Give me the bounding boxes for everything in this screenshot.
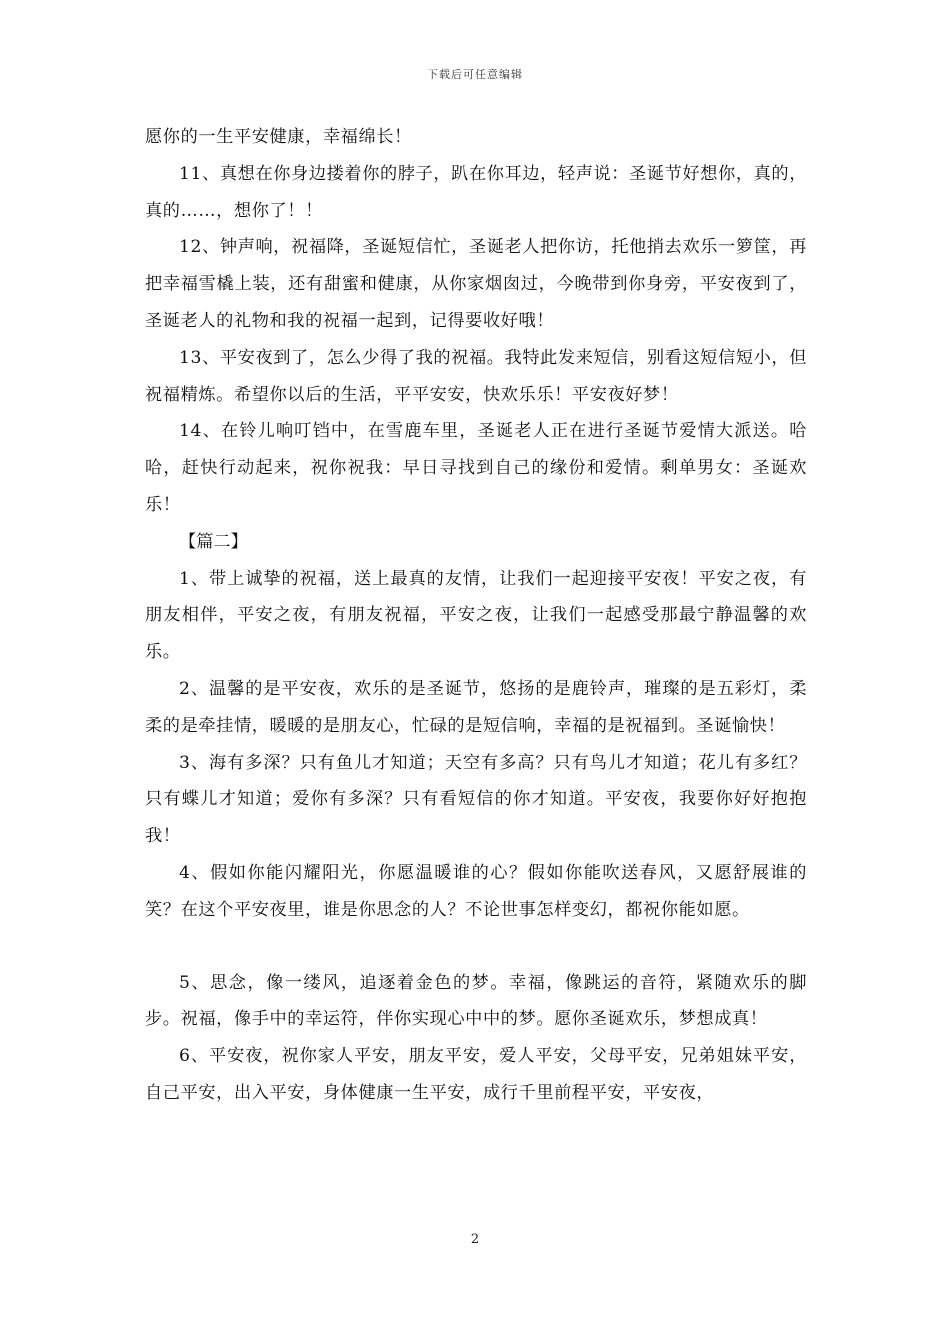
paragraph-item-14: 14、在铃儿响叮铛中，在雪鹿车里，圣诞老人正在进行圣诞节爱情大派送。哈哈，赶快行动起来，祝你祝我：早日寻找到自己的缘份和爱情。剩单男女：圣诞欢乐！: [145, 421, 807, 515]
section-paragraph-5: 5、思念，像一缕风，追逐着金色的梦。幸福，像跳运的音符，紧随欢乐的脚步。祝福，像手中的幸运符，伴你实现心中中的梦。愿你圣诞欢乐，梦想成真！: [145, 972, 807, 1030]
section-paragraph-1: 1、带上诚挚的祝福，送上最真的友情，让我们一起迎接平安夜！平安之夜，有朋友相伴，平安之夜，有朋友祝福，平安之夜，让我们一起感受那最宁静温馨的欢乐。: [145, 568, 807, 663]
paragraph-item-13: 13、平安夜到了，怎么少得了我的祝福。我特此发来短信，别看这短信短小，但祝福精炼。希望你以后的生活，平平安安，快欢乐乐！平安夜好梦！: [145, 347, 807, 405]
document-body: [145, 119, 807, 1112]
section-paragraph-2: 2、温馨的是平安夜，欢乐的是圣诞节，悠扬的是鹿铃声，璀璨的是五彩灯，柔柔的是牵挂情，暖暖的是朋友心，忙碌的是短信响，幸福的是祝福到。圣诞愉快！: [145, 678, 807, 736]
blank-line: [145, 929, 807, 965]
section-paragraph-3: 3、海有多深？只有鱼儿才知道；天空有多高？只有鸟儿才知道；花儿有多红？只有蝶儿才知道；爱你有多深？只有看短信的你才知道。平安夜，我要你好好抱抱我！: [145, 752, 807, 847]
paragraph-continuation: 愿你的一生平安健康，幸福绵长！: [145, 127, 412, 147]
section-paragraph-6: 6、平安夜，祝你家人平安，朋友平安，爱人平安，父母平安，兄弟姐妹平安，自己平安，出入平安，身体健康一生平安，成行千里前程平安，平安夜，: [145, 1046, 807, 1103]
section-heading: 【篇二】: [179, 531, 248, 552]
section-paragraph-4: 4、假如你能闪耀阳光，你愿温暖谁的心？假如你能吹送春风，又愿舒展谁的笑？在这个平安夜里，谁是你思念的人？不论世事怎样变幻，都祝你能如愿。: [145, 862, 807, 920]
page-number: 2: [470, 1232, 480, 1247]
paragraph-item-12: 12、钟声响，祝福降，圣诞短信忙，圣诞老人把你访，托他捎去欢乐一箩筐，再把幸福雪橇上装，还有甜蜜和健康，从你家烟囱过，今晚带到你身旁，平安夜到了，圣诞老人的礼物和我的祝福一起到，记得要收好哦！: [145, 237, 807, 331]
paragraph-item-11: 11、真想在你身边搂着你的脖子，趴在你耳边，轻声说：圣诞节好想你，真的，真的……，想你了！！: [145, 163, 807, 221]
header-note: 下载后可任意编辑: [427, 68, 523, 81]
